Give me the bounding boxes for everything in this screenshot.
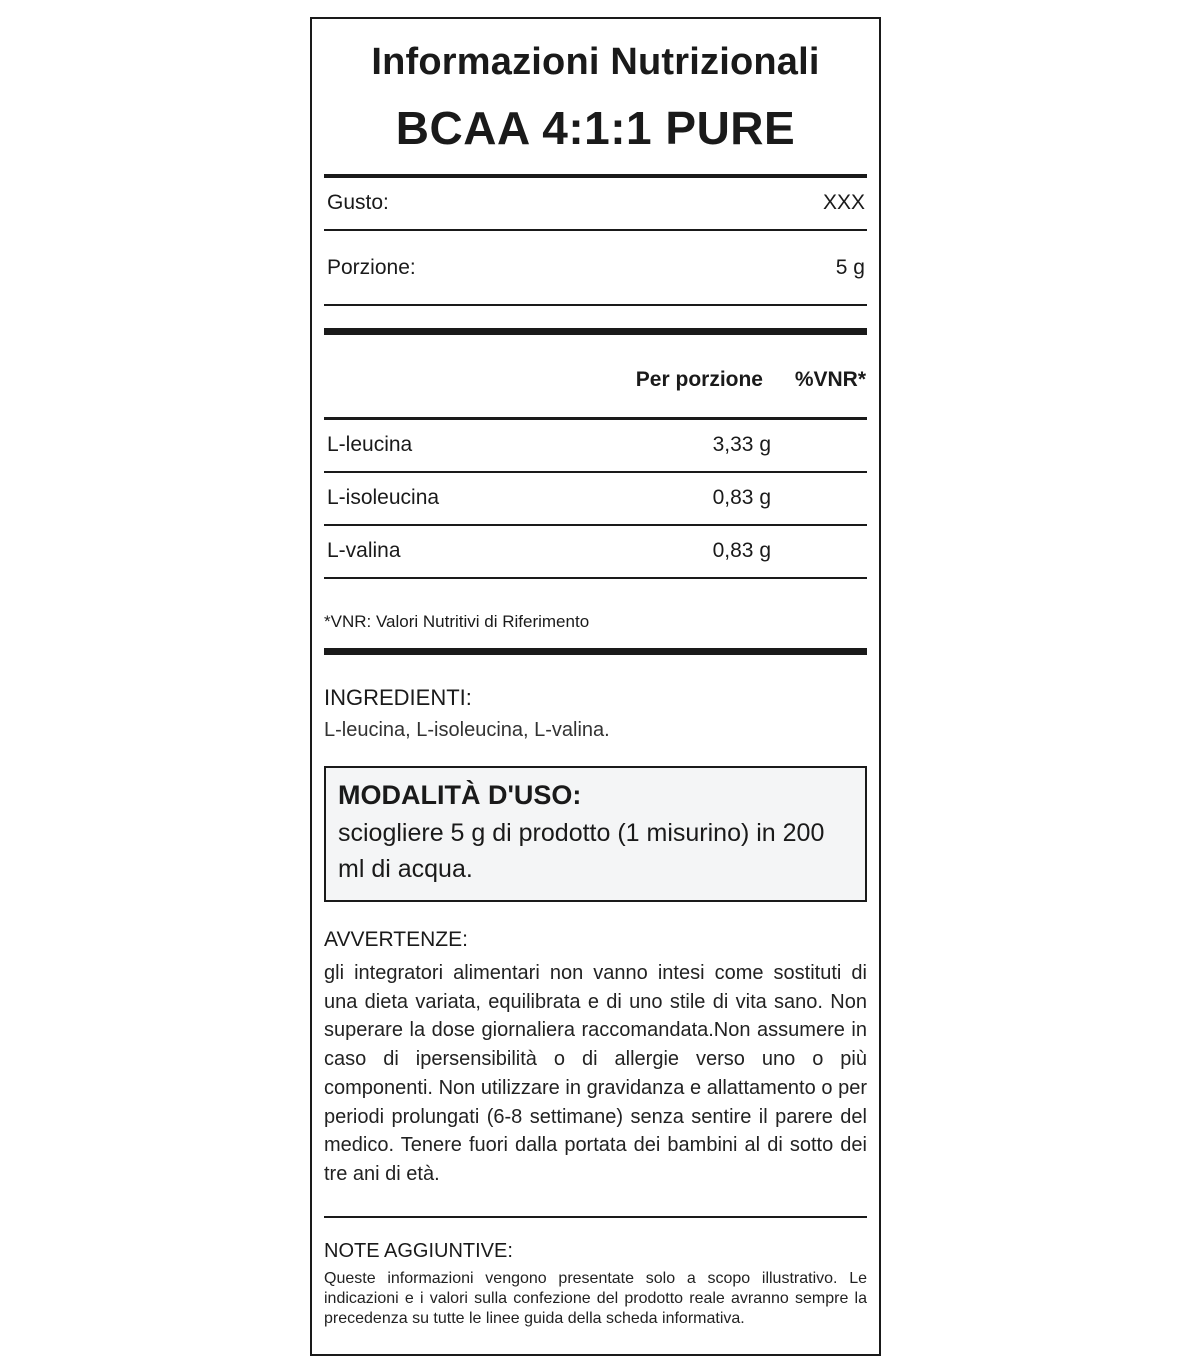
flavor-label: Gusto: [327,191,389,214]
label-title: Informazioni Nutrizionali [371,41,820,83]
warnings-text: gli integratori alimentari non vanno intesi come sostituti di una dieta variata, equilibrata e di uno stile di vita sano. Non superare la dose giornaliera raccomandata.Non assumere in caso di ipersensibilità o di allergie verso uno o più componenti. Non utilizzare in gravidanza e allattamento o per periodi prolungati (6-8 settimane) senza sentire il parere del medico. Tenere fuori dalla portata dei bambini al di sotto dei tre ani di età. [324,962,867,1185]
nutrient-amount: 0,83 g [712,539,771,562]
ingredients-text: L-leucina, L-isoleucina, L-valina. [324,719,610,741]
divider [324,471,867,473]
usage-title: MODALITÀ D'USO: [338,780,582,810]
divider [324,577,867,579]
divider [324,229,867,231]
product-name: BCAA 4:1:1 PURE [395,102,796,154]
serving-label: Porzione: [327,256,416,279]
col-per-serving: Per porzione [635,368,763,391]
usage-text: sciogliere 5 g di prodotto (1 misurino) in 200 ml di acqua. [338,819,825,883]
divider [324,417,867,420]
nutrient-name: L-valina [327,539,401,562]
nutrient-name: L-isoleucina [327,486,440,509]
nutrient-amount: 3,33 g [712,433,771,456]
ingredients-title: INGREDIENTI: [324,685,472,710]
vnr-footnote: *VNR: Valori Nutritivi di Riferimento [324,612,590,631]
warnings-title: AVVERTENZE: [324,928,468,951]
divider [324,304,867,306]
divider-thick [324,174,867,178]
divider [324,524,867,526]
nutrition-label [310,17,881,1356]
serving-value: 5 g [835,256,865,279]
usage-box [324,766,867,902]
nutrient-name: L-leucina [327,433,413,456]
col-vnr: %VNR* [794,368,866,391]
divider-thick [324,328,867,335]
notes-text: Queste informazioni vengono presentate solo a scopo illustrativo. Le indicazioni e i valori sulla confezione del prodotto reale avranno sempre la precedenza su tutte le linee guida della scheda informativa. [324,1270,867,1327]
notes-title: NOTE AGGIUNTIVE: [324,1240,513,1262]
divider-thick [324,648,867,655]
flavor-value: XXX [822,191,865,214]
divider [324,1216,867,1218]
nutrient-amount: 0,83 g [712,486,771,509]
